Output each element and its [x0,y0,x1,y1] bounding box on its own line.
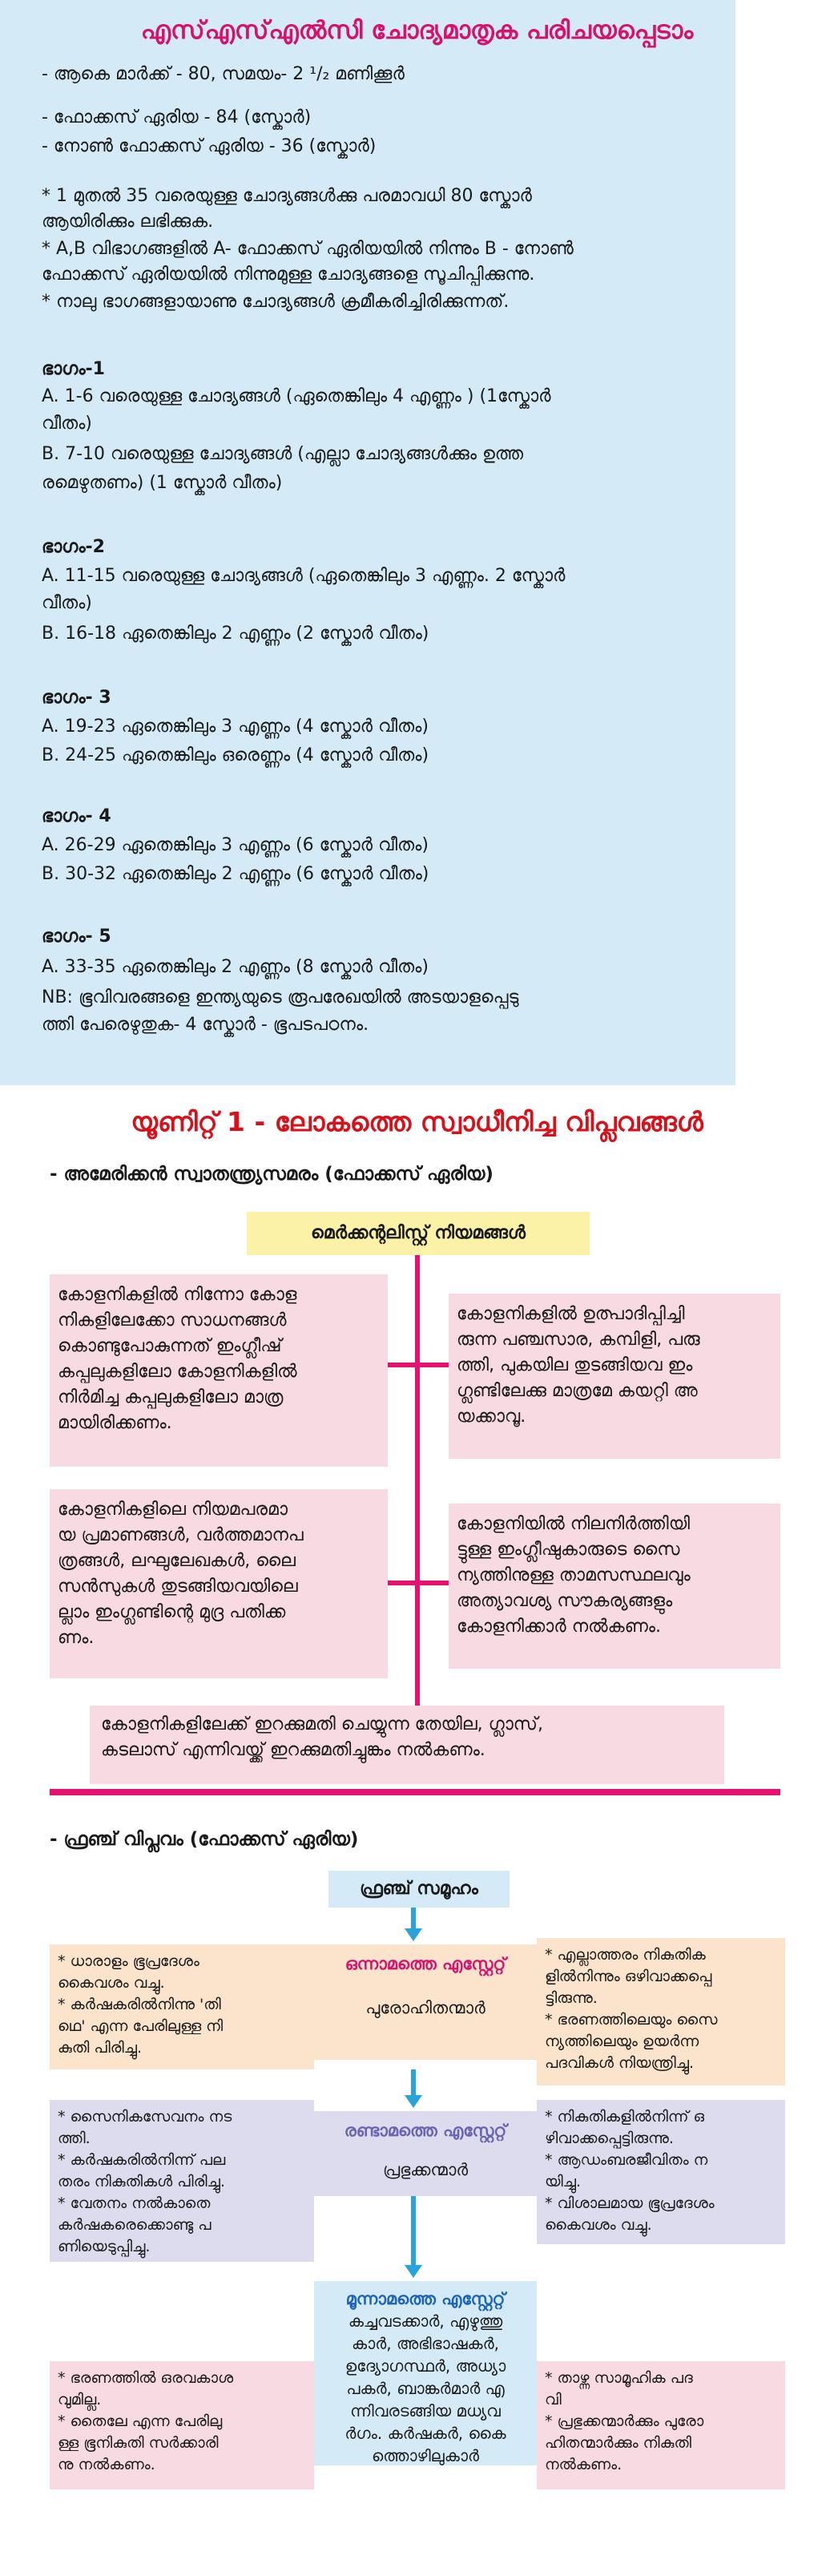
note-line: * A,B വിഭാഗങ്ങളിൽ A- ഫോക്കസ് ഏരിയയിൽ നിന്നും B - നോൺ [42,239,574,259]
note-line: ന്യത്തിലെയും ഉയർന്ന [545,2033,699,2050]
note-line: പദവികൾ നിയന്ത്രിച്ചു. [545,2054,695,2072]
law-line: ണം. [58,1628,95,1648]
focus-area-line: - ഫോക്കസ് ഏരിയ - 84 (സ്കോർ) [42,107,312,127]
note-line: * ധാരാളം ഭൂപ്രദേശം [58,1952,199,1970]
note-line: വുമില്ല. [58,2391,102,2408]
law-line: കോളനികളിൽ നിന്നോ കോള [58,1285,297,1305]
mercantile-law-box [50,1274,388,1467]
note-line: ത്തി. [58,2130,91,2147]
third-estate-box [314,2281,537,2465]
law-line: കോളനികളിലെ നിയമപരമാ [58,1500,288,1520]
non-focus-area-line: - നോൺ ഫോക്കസ് ഏരിയ - 36 (സ്കോർ) [42,136,377,156]
estate-title: ഒന്നാമത്തെ എസ്റ്റേറ്റ് [344,1954,506,1973]
note-line: ട്ടിരുന്നു. [545,1989,598,2007]
law-line: യക്കാവൂ. [457,1407,526,1427]
down-arrow-icon [405,2265,422,2278]
law-line: ല്ലാം ഇംഗ്ലണ്ടിന്റെ മുദ്ര പതിക്ക [58,1602,286,1622]
law-line: അത്യാവശ്യ സൗകര്യങ്ങളും [457,1591,673,1611]
note-line: ഥെ' എന്ന പേരിലുള്ള നി [58,2017,224,2035]
part-line: രമെഴുതണം) (1 സ്കോർ വീതം) [42,473,283,493]
note-line: നൽകണം. [545,2456,622,2473]
note-line: കർഷകരെക്കൊണ്ടു പ [58,2216,212,2234]
french-section-heading: - ഫ്രഞ്ച് വിപ്ലവം (ഫോക്കസ് ഏരിയ) [50,1829,359,1850]
arrow-shaft [411,2069,416,2098]
law-line: കോളനിക്കാർ നൽകണം. [457,1617,661,1637]
law-line: ട്ടുള്ള ഇംഗ്ലീഷുകാരുടെ സൈ [457,1540,680,1560]
note-line: കൈവശം വച്ചു. [58,1974,165,1992]
part-heading: ഭാഗം-1 [42,359,105,379]
part-heading: ഭാഗം-2 [42,537,105,557]
law-line: ഗ്ലണ്ടിലേക്കു മാത്രമേ കയറ്റി അ [457,1381,698,1401]
total-marks-line: - ആകെ മാർക്ക് - 80, സമയം- 2 ¹/₂ മണിക്കൂർ [42,64,405,84]
law-line: കോളനിയിൽ നിലനിർത്തിയി [457,1514,691,1534]
part-line: A. 33-35 ഏതെങ്കിലും 2 എണ്ണം (8 സ്കോർ വീതം) [42,957,429,977]
note-line: * ഭരണത്തിൽ ഒരവകാശ [58,2369,234,2387]
connector-line [415,1255,420,1752]
note-line: കൈവശം വച്ചു. [545,2216,652,2234]
part-line: A. 26-29 ഏതെങ്കിലും 3 എണ്ണം (6 സ്കോർ വീതം) [42,835,429,855]
law-line: യ പ്രമാണങ്ങൾ, വർത്തമാനപ [58,1525,304,1545]
note-line: ഫോക്കസ് ഏരിയയിൽ നിന്നുമുള്ള ചോദ്യങ്ങളെ സൂചിപ്പിക്കുന്നു. [42,264,535,285]
law-line: ത്രങ്ങൾ, ലഘുലേഖകൾ, ലൈ [58,1551,296,1571]
note-line: ള്ള ഭൂനികുതി സർക്കാരി [58,2434,219,2452]
note-line: കുതി പിരിച്ചു. [58,2039,142,2057]
part-line: B. 16-18 ഏതെങ്കിലും 2 എണ്ണം (2 സ്കോർ വീതം) [42,624,429,644]
first-estate-left-notes [50,1944,314,2069]
part-line: A. 11-15 വരെയുള്ള ചോദ്യങ്ങൾ (ഏതെങ്കിലും 3 എണ്ണം. 2 സ്കോർ [42,566,566,586]
part-heading: ഭാഗം- 4 [42,806,111,826]
third-estate-right-notes [537,2361,785,2489]
estate-title: രണ്ടാമത്തെ എസ്റ്റേറ്റ് [344,2121,507,2140]
law-line: കൊണ്ടുപോകുന്നത് ഇംഗ്ലീഷ് [58,1336,282,1356]
note-line: * എല്ലാത്തരം നികുതിക [545,1946,706,1964]
down-arrow-icon [405,2095,422,2108]
mercantile-law-box [90,1706,724,1784]
third-estate-left-notes [50,2361,314,2489]
connector-line [386,1363,450,1367]
unit-title: യൂണിറ്റ് 1 - ലോകത്തെ സ്വാധീനിച്ച വിപ്ലവങ്ങൾ [131,1106,703,1137]
part-line: വീതം) [42,593,92,613]
part-line: വീതം) [42,414,92,434]
estate-members: ഉദ്യോഗസ്ഥർ, അധ്യാ [344,2356,506,2376]
note-line: യിച്ചു. [545,2173,582,2190]
note-line: ഹിതന്മാർക്കും നികുതി [545,2434,691,2452]
section-divider [50,1789,780,1795]
french-society-box: ഫ്രഞ്ച് സമൂഹം [328,1871,510,1908]
estate-members: ർഗം. കർഷകർ, കൈ [344,2424,506,2443]
note-line: * പ്രഭുക്കന്മാർക്കും പുരോ [545,2412,704,2430]
part-line: B. 30-32 ഏതെങ്കിലും 2 എണ്ണം (6 സ്കോർ വീതം) [42,864,429,884]
note-line: * നാലു ഭാഗങ്ങളായാണു ചോദ്യങ്ങൾ ക്രമീകരിച്ചിരിക്കുന്നത്. [42,292,510,312]
american-section-heading: - അമേരിക്കൻ സ്വാതന്ത്ര്യസമരം (ഫോക്കസ് ഏരിയ) [50,1164,494,1185]
note-line: * വിശാലമായ ഭൂപ്രദേശം [545,2194,715,2212]
estate-members: പ്രഭുക്കന്മാർ [382,2160,469,2179]
note-line: * കർഷകരിൽനിന്നു 'തി [58,1996,221,2013]
estate-members: കാർ, അഭിഭാഷകർ, [352,2334,499,2353]
note-line: * ആഡംബരജീവിതം ന [545,2151,708,2169]
estate-members: കച്ചവടക്കാർ, എഴുത്തു [348,2312,503,2331]
note-line: ഴിവാക്കപ്പെട്ടിരുന്നു. [545,2130,674,2147]
part-line: NB: ഭൂവിവരങ്ങളെ ഇന്ത്യയുടെ രൂപരേഖയിൽ അടയാളപ്പെടു [42,987,519,1007]
mercantile-law-box [449,1504,780,1669]
second-estate-left-notes [50,2100,314,2262]
exam-pattern-box [0,0,735,1085]
estate-members: ന്നിവരടങ്ങിയ മധ്യവ [350,2401,501,2421]
note-line: ആയിരിക്കും ലഭിക്കുക. [42,212,214,232]
note-line: വി [545,2391,562,2408]
law-line: നിർമിച്ച കപ്പലുകളിലോ മാത്ര [58,1387,284,1407]
part-heading: ഭാഗം- 3 [42,688,111,708]
note-line: * സൈനികസേവനം നട [58,2108,232,2126]
down-arrow-icon [405,1928,422,1941]
part-line: A. 19-23 ഏതെങ്കിലും 3 എണ്ണം (4 സ്കോർ വീതം) [42,717,429,737]
law-line: നികളിലേക്കോ സാധനങ്ങൾ [58,1310,287,1330]
note-line: * കർഷകരിൽനിന്ന് പല [58,2151,226,2169]
law-line: ത്തി, പുകയില തുടങ്ങിയവ ഇം [457,1355,693,1375]
connector-line [386,1581,450,1585]
mercantile-law-box [50,1489,388,1678]
note-line: * നികുതികളിൽനിന്ന് ഒ [545,2108,705,2126]
note-line: നു നൽകണം. [58,2456,155,2473]
law-line: കപ്പലുകളിലോ കോളനികളിൽ [58,1362,297,1382]
note-line: * 1 മുതൽ 35 വരെയുള്ള ചോദ്യങ്ങൾക്കു പരമാവധി 80 സ്കോർ [42,186,532,206]
law-line: ന്യത്തിനുള്ള താമസസ്ഥലവും [457,1565,691,1585]
second-estate-box [314,2111,537,2196]
first-estate-box [314,1944,537,2060]
mercantile-law-box [449,1294,780,1459]
note-line: തരം നികുതികൾ പിരിച്ചു. [58,2173,225,2190]
note-line: ണിയെടുപ്പിച്ചു. [58,2238,151,2255]
law-line: കടലാസ് എന്നിവയ്ക്ക് ഇറക്കുമതിച്ചുങ്കം നൽകണം. [101,1740,485,1760]
part-line: A. 1-6 വരെയുള്ള ചോദ്യങ്ങൾ (ഏതെങ്കിലും 4 എണ്ണം ) (1സ്കോർ [42,386,551,406]
estate-title: മൂന്നാമത്തെ എസ്റ്റേറ്റ് [345,2289,506,2308]
note-line: * താഴ്ന്ന സാമൂഹിക പദ [545,2369,693,2387]
law-line: കോളനികളിൽ ഉത്പാദിപ്പിച്ചി [457,1304,685,1324]
law-line: സൻസുകൾ തുടങ്ങിയവയിലെ [58,1577,298,1597]
exam-pattern-title: എസ്എസ്എൽസി ചോദ്യമാതൃക പരിചയപ്പെടാം [140,16,694,45]
estate-members: ത്തൊഴിലുകാർ [372,2446,479,2465]
estate-members: പുരോഹിതന്മാർ [365,1998,485,2017]
part-line: ത്തി പേരെഴുതുക- 4 സ്കോർ - ഭൂപടപഠനം. [42,1015,369,1035]
law-line: കോളനികളിലേക്ക് ഇറക്കുമതി ചെയ്യുന്ന തേയില, ഗ്ലാസ്, [101,1714,543,1734]
part-line: B. 7-10 വരെയുള്ള ചോദ്യങ്ങൾ (എല്ലാ ചോദ്യങ്ങൾക്കും ഉത്ത [42,444,524,464]
estate-members: പകർ, ബാങ്കർമാർ എ [346,2379,505,2398]
note-line: * വേതനം നൽകാതെ [58,2194,211,2212]
arrow-shaft [411,2196,416,2268]
part-line: B. 24-25 ഏതെങ്കിലും ഒരെണ്ണം (4 സ്കോർ വീതം) [42,745,429,765]
law-line: രുന്ന പഞ്ചസാര, കമ്പിളി, പരു [457,1330,700,1350]
note-line: * ഭരണത്തിലെയും സൈ [545,2011,718,2029]
second-estate-right-notes [537,2100,785,2244]
note-line: ളിൽനിന്നും ഒഴിവാക്കപ്പെ [545,1968,712,1985]
mercantile-laws-box: മെർക്കന്റലിസ്റ്റ് നിയമങ്ങൾ [247,1212,590,1255]
part-heading: ഭാഗം- 5 [42,927,111,947]
note-line: * തൈലേ എന്ന പേരിലു [58,2412,223,2430]
law-line: മായിരിക്കണം. [58,1413,172,1433]
first-estate-right-notes [537,1938,785,2085]
